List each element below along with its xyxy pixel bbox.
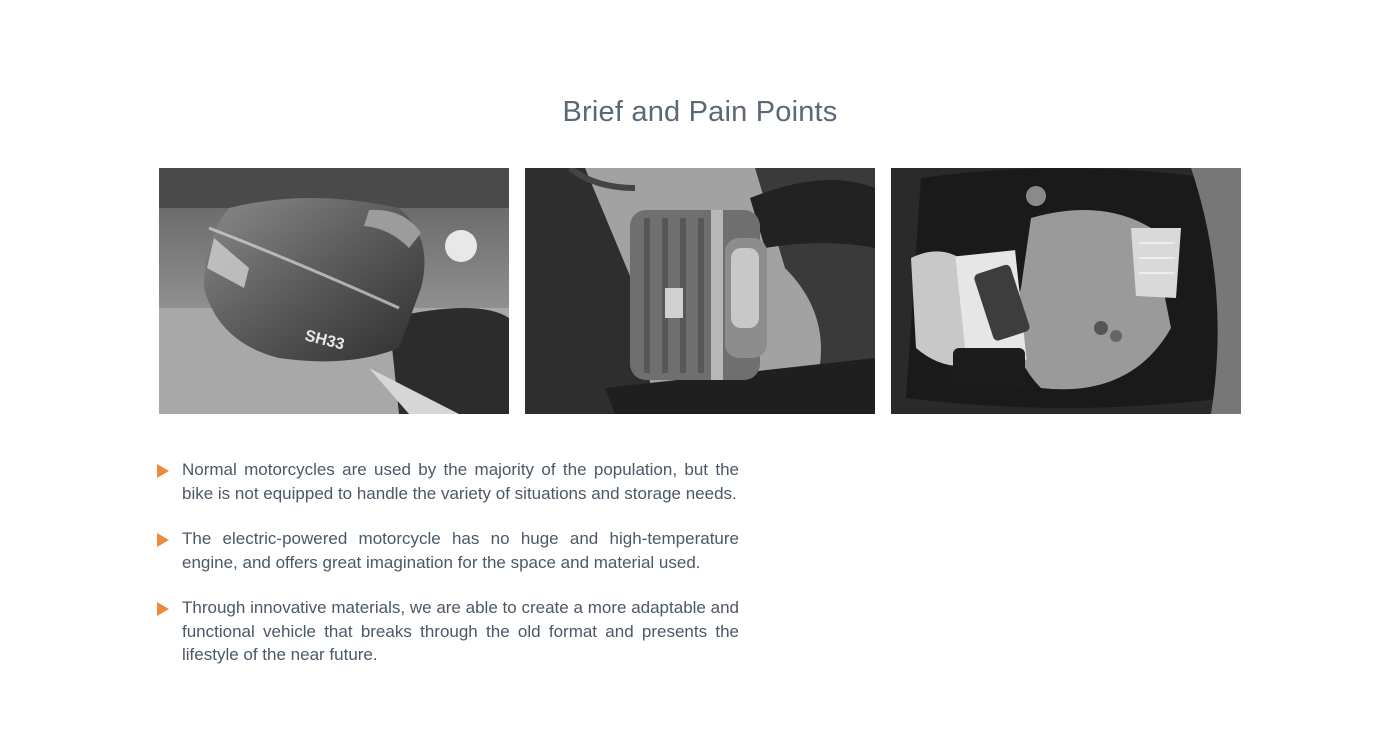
list-item	[155, 527, 739, 574]
page-title: Brief and Pain Points	[562, 96, 838, 128]
suitcase-image	[525, 168, 875, 414]
photo-suitcase	[525, 168, 875, 414]
case-brand-label: SH33	[303, 327, 346, 354]
photo-top-case	[159, 168, 509, 414]
triangle-right-icon	[157, 533, 169, 547]
bullet-text: Normal motorcycles are used by the majority of the population, but the bike is not equipped to handle the variety of situations and storage needs.	[182, 460, 739, 503]
triangle-right-icon	[157, 464, 169, 478]
pain-points-list	[155, 458, 739, 689]
photo-storage	[891, 168, 1241, 414]
bullet-text: Through innovative materials, we are able to create a more adaptable and functional vehicle that breaks through the old format and presents the lifestyle of the near future.	[182, 598, 739, 664]
list-item	[155, 458, 739, 505]
storage-image	[891, 168, 1241, 414]
list-item	[155, 596, 739, 667]
top-case-image	[159, 168, 509, 414]
triangle-right-icon	[157, 602, 169, 616]
bullet-text: The electric-powered motorcycle has no huge and high-temperature engine, and offers great imagination for the space and material used.	[182, 529, 739, 572]
